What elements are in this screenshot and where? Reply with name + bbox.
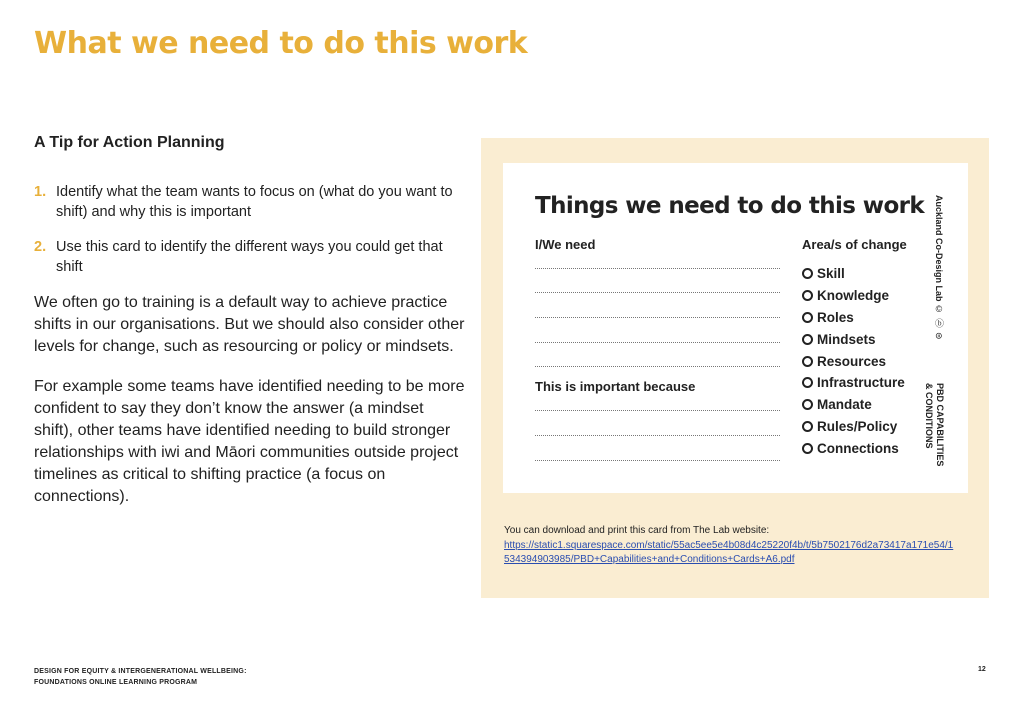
footer-line2: FOUNDATIONS ONLINE LEARNING PROGRAM bbox=[34, 679, 198, 686]
area-text: Knowledge bbox=[817, 288, 890, 304]
area-item-mindsets bbox=[802, 328, 905, 350]
org-name: Auckland Co-Design Lab bbox=[934, 195, 944, 302]
footer bbox=[34, 666, 247, 688]
page-number: 12 bbox=[978, 666, 986, 673]
checkbox-circle-icon bbox=[802, 356, 813, 367]
steps-list bbox=[34, 182, 466, 277]
step-text: Use this card to identify the different ways you could get that shift bbox=[56, 239, 443, 275]
area-item-mandate bbox=[802, 394, 905, 416]
capability-card bbox=[503, 163, 968, 493]
area-item-skill bbox=[802, 263, 905, 285]
paragraph-example: For example some teams have identified needing to be more confident to say they don’t know the answer (a mindset shift), other teams have identified needing to build stronger relationships with iwi and Māori communities outside project timelines as critical to shifting practice (a focus on connections). bbox=[34, 378, 465, 505]
writing-line bbox=[535, 317, 780, 318]
area-label: Area/s of change bbox=[802, 237, 907, 252]
area-text: Mandate bbox=[817, 397, 872, 413]
area-text: Roles bbox=[817, 309, 854, 325]
writing-line bbox=[535, 410, 780, 411]
because-label: This is important because bbox=[535, 379, 696, 394]
step-text: Identify what the team wants to focus on (what do you want to shift) and why this is important bbox=[56, 184, 453, 220]
category-line1: PBD CAPABILITIES bbox=[935, 383, 945, 467]
area-item-infrastructure bbox=[802, 372, 905, 394]
writing-line bbox=[535, 342, 780, 343]
area-item-knowledge bbox=[802, 285, 905, 307]
area-text: Infrastructure bbox=[817, 375, 905, 391]
checkbox-circle-icon bbox=[802, 290, 813, 301]
area-item-roles bbox=[802, 307, 905, 329]
checkbox-circle-icon bbox=[802, 377, 813, 388]
step-item bbox=[34, 182, 466, 222]
writing-line bbox=[535, 268, 780, 269]
area-list bbox=[802, 263, 905, 459]
writing-line bbox=[535, 292, 780, 293]
checkbox-circle-icon bbox=[802, 334, 813, 345]
card-panel bbox=[481, 138, 989, 598]
tip-section bbox=[34, 134, 466, 526]
area-text: Connections bbox=[817, 440, 899, 456]
area-text: Skill bbox=[817, 266, 845, 282]
checkbox-circle-icon bbox=[802, 399, 813, 410]
download-info bbox=[504, 524, 954, 568]
step-number: 2. bbox=[34, 239, 47, 255]
download-link[interactable]: https://static1.squarespace.com/static/55ac5ee5e4b08d4c25220f4b/t/5b7502176d2a73417a171e54/1534394903985/PBD+Capabilities+and+Conditions+Cards+A6.pdf bbox=[504, 539, 954, 565]
checkbox-circle-icon bbox=[802, 443, 813, 454]
download-text: You can download and print this card from The Lab website: bbox=[504, 525, 770, 536]
card-side-org bbox=[933, 195, 946, 341]
footer-line1: DESIGN FOR EQUITY & INTERGENERATIONAL WELLBEING: bbox=[34, 668, 247, 675]
page-title: What we need to do this work bbox=[34, 26, 528, 61]
card-side-category bbox=[923, 383, 945, 466]
area-text: Resources bbox=[817, 353, 887, 369]
paragraph-training: We often go to training is a default way to achieve practice shifts in our organisations. But we should also consider other levels for change, such as resourcing or policy or mindsets. bbox=[34, 294, 465, 355]
writing-line bbox=[535, 366, 780, 367]
checkbox-circle-icon bbox=[802, 421, 813, 432]
area-item-resources bbox=[802, 350, 905, 372]
area-item-connections bbox=[802, 437, 905, 459]
creative-commons-icon: © ⓑ ⊜ bbox=[934, 304, 944, 341]
writing-line bbox=[535, 460, 780, 461]
step-number: 1. bbox=[34, 184, 47, 200]
card-title: Things we need to do this work bbox=[535, 193, 925, 219]
category-line2: & CONDITIONS bbox=[924, 383, 934, 449]
need-label: I/We need bbox=[535, 237, 596, 252]
step-item bbox=[34, 237, 466, 277]
area-text: Mindsets bbox=[817, 331, 876, 347]
checkbox-circle-icon bbox=[802, 268, 813, 279]
tip-heading: A Tip for Action Planning bbox=[34, 134, 225, 151]
area-text: Rules/Policy bbox=[817, 418, 898, 434]
writing-line bbox=[535, 435, 780, 436]
area-item-rules-policy bbox=[802, 416, 905, 438]
checkbox-circle-icon bbox=[802, 312, 813, 323]
